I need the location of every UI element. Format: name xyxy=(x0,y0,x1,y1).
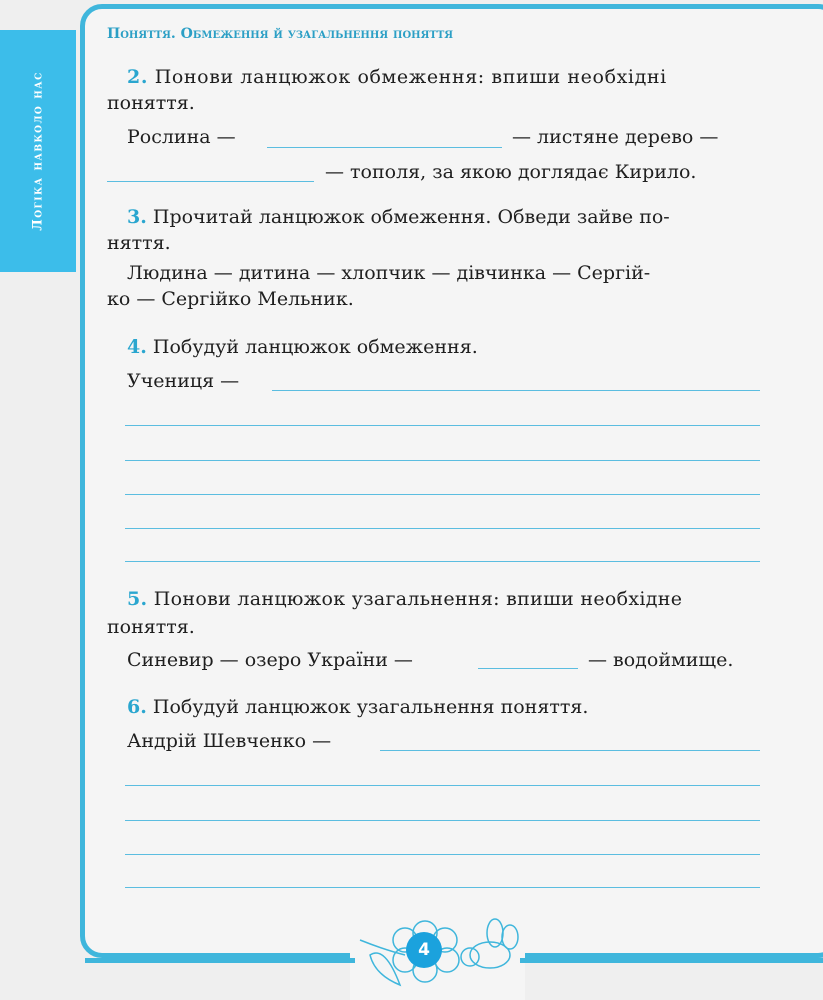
answer-line[interactable] xyxy=(478,668,578,669)
answer-line[interactable] xyxy=(125,854,760,855)
side-tab xyxy=(0,30,76,272)
chain-text: Рослина — xyxy=(127,126,236,148)
answer-line[interactable] xyxy=(125,494,760,495)
section-title: Поняття. Обмеження й узагальнення поняття xyxy=(107,26,454,42)
chain-text: — водоймище. xyxy=(588,649,734,671)
task-5-text-cont: поняття. xyxy=(107,616,195,638)
answer-line[interactable] xyxy=(125,528,760,529)
answer-line[interactable] xyxy=(125,425,760,426)
answer-line[interactable] xyxy=(125,561,760,562)
page-number: 4 xyxy=(406,932,442,968)
answer-line[interactable] xyxy=(272,390,760,391)
task-5-text: 5. Понови ланцюжок узагальнення: впиши необхідне xyxy=(127,588,683,610)
task-2-text: 2. Понови ланцюжок обмеження: впиши необхідні xyxy=(127,66,667,88)
task-3-text-cont: няття. xyxy=(107,232,171,254)
answer-line[interactable] xyxy=(107,181,314,182)
chain-text: Синевир — озеро України — xyxy=(127,649,413,671)
chain-text: — тополя, за якою доглядає Кирило. xyxy=(325,161,697,183)
answer-line[interactable] xyxy=(267,147,502,148)
side-tab-label: Логіка навколо нас xyxy=(30,71,46,231)
answer-line[interactable] xyxy=(125,460,760,461)
chain-text: — листяне дерево — xyxy=(512,126,719,148)
answer-line[interactable] xyxy=(125,785,760,786)
task-6-text: 6. Побудуй ланцюжок узагальнення поняття. xyxy=(127,696,589,718)
footer-line-left xyxy=(85,958,355,963)
footer-line-right xyxy=(520,958,823,963)
task-2-text-cont: поняття. xyxy=(107,92,195,114)
chain-text: ко — Сергійко Мельник. xyxy=(107,288,354,310)
task-4-text: 4. Побудуй ланцюжок обмеження. xyxy=(127,336,478,358)
chain-text: Андрій Шевченко — xyxy=(127,730,332,752)
task-3-text: 3. Прочитай ланцюжок обмеження. Обведи зайве по- xyxy=(127,206,670,228)
answer-line[interactable] xyxy=(380,750,760,751)
chain-text: Людина — дитина — хлопчик — дівчинка — Сергій- xyxy=(127,262,651,284)
chain-text: Учениця — xyxy=(127,370,240,392)
answer-line[interactable] xyxy=(125,887,760,888)
answer-line[interactable] xyxy=(125,820,760,821)
